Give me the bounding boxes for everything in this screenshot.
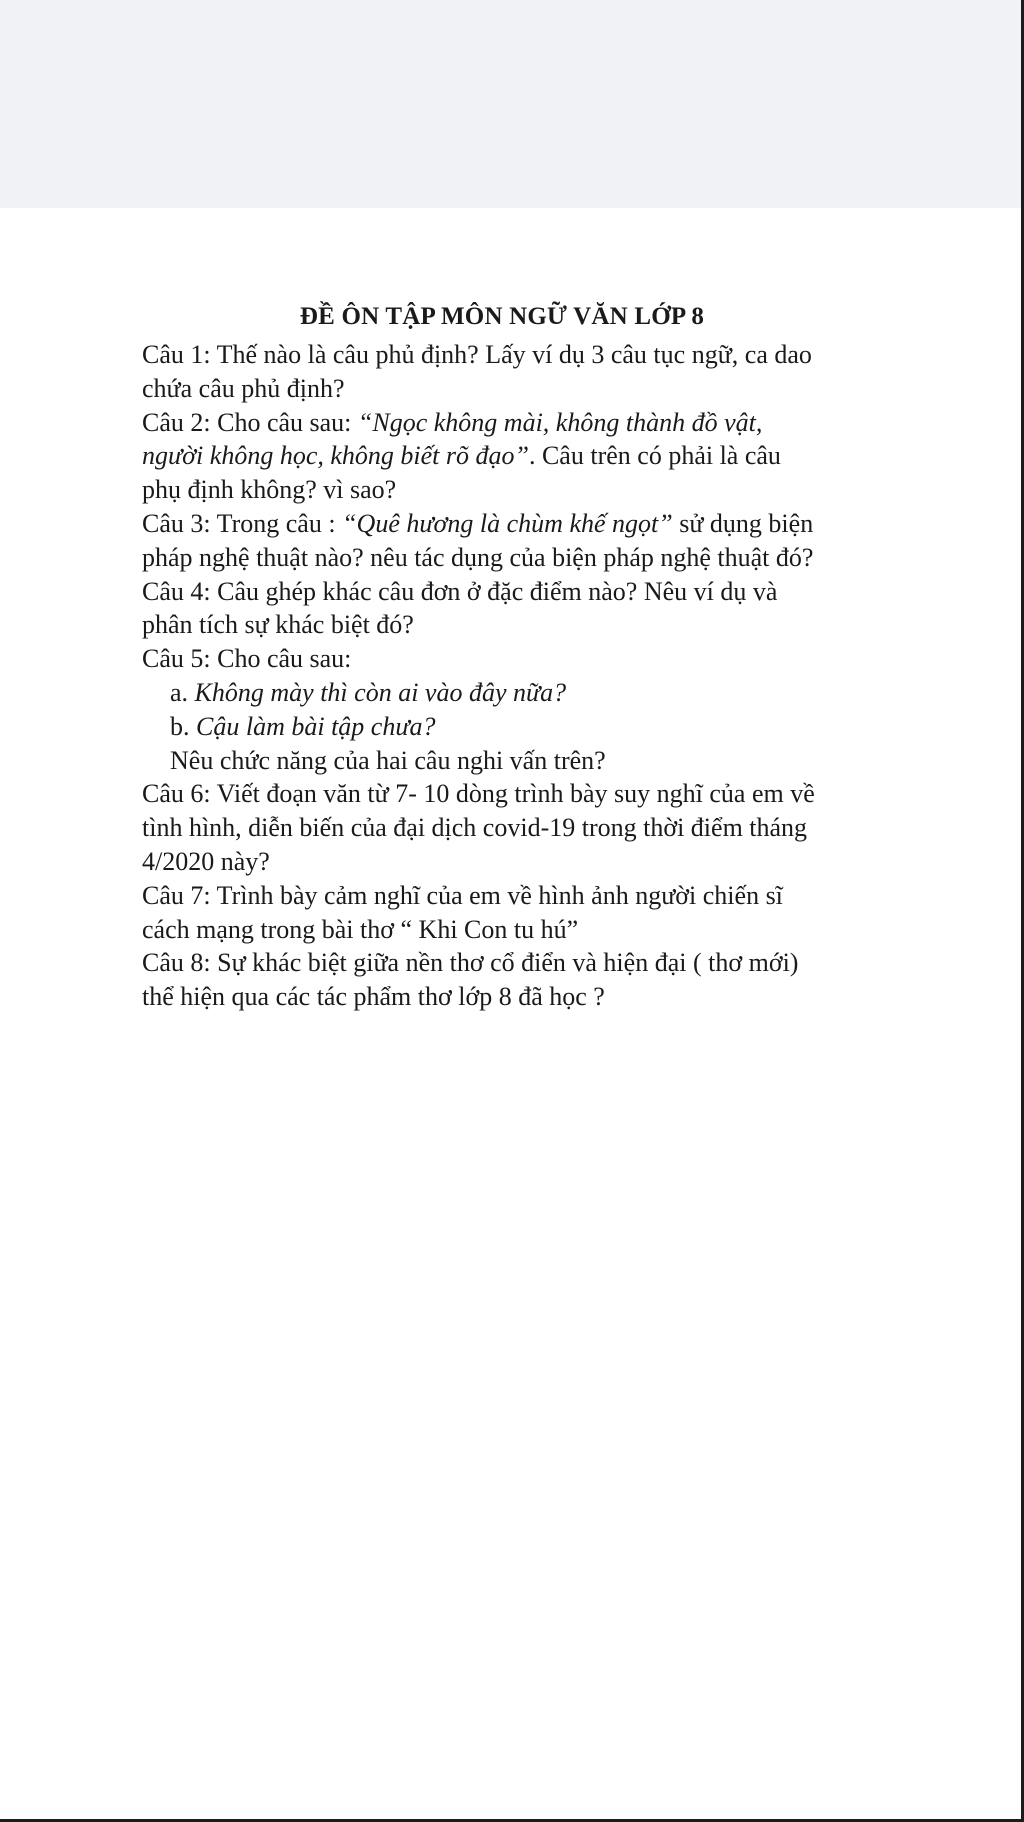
question-1-line-2: chứa câu phủ định?: [142, 373, 345, 403]
question-2-line-1: [142, 406, 942, 440]
item-a-marker: a.: [170, 677, 195, 707]
document-body: [142, 296, 942, 1014]
item-a-text: Không mày thì còn ai vào đây nữa?: [194, 677, 567, 707]
question-6-line-3: 4/2020 này?: [142, 846, 270, 876]
question-2-prefix: Câu 2: Cho câu sau:: [142, 407, 358, 437]
question-2-rest: . Câu trên có phải là câu: [528, 441, 781, 471]
question-6-line-1: Câu 6: Viết đoạn văn từ 7- 10 dòng trình bày suy nghĩ của em về: [142, 779, 815, 809]
question-5-item-b: [142, 710, 942, 744]
question-1-line-1: Câu 1: Thế nào là câu phủ định? Lấy ví dụ 3 câu tục ngữ, ca dao: [142, 340, 812, 369]
question-2-line-3: phụ định không? vì sao?: [142, 475, 397, 505]
question-2-line-2: [142, 439, 942, 473]
question-3-line-2: pháp nghệ thuật nào? nêu tác dụng của biện pháp nghệ thuật đó?: [142, 542, 814, 572]
question-5-line-1: Câu 5: Cho câu sau:: [142, 644, 352, 674]
question-3-rest: sử dụng biện: [672, 508, 814, 538]
question-5-item-a: [142, 676, 942, 710]
question-3-line-1: [142, 507, 942, 541]
item-b-marker: b.: [170, 711, 196, 741]
question-5-prompt: Nêu chức năng của hai câu nghi vấn trên?: [170, 745, 606, 775]
question-8-line-2: thể hiện qua các tác phẩm thơ lớp 8 đã học ?: [142, 982, 605, 1012]
document-title: ĐỀ ÔN TẬP MÔN NGỮ VĂN LỚP 8: [299, 303, 705, 330]
question-4-line-1: Câu 4: Câu ghép khác câu đơn ở đặc điểm nào? Nêu ví dụ và: [142, 576, 778, 606]
question-7-line-1: Câu 7: Trình bày cảm nghĩ của em về hình ảnh người chiến sĩ: [142, 880, 783, 910]
question-4-line-2: phân tích sự khác biệt đó?: [142, 610, 414, 640]
question-8-line-1: Câu 8: Sự khác biệt giữa nền thơ cổ điển và hiện đại ( thơ mới): [142, 948, 799, 978]
question-6-line-2: tình hình, diễn biến của đại dịch covid-19 trong thời điểm tháng: [142, 813, 808, 843]
top-gray-band: [0, 0, 1024, 208]
question-7-line-2: cách mạng trong bài thơ “ Khi Con tu hú”: [142, 914, 579, 944]
question-2-quote-part-2: người không học, không biết rõ đạo”: [142, 441, 529, 471]
question-3-quote: “Quê hương là chùm khế ngọt”: [342, 508, 673, 538]
question-3-prefix: Câu 3: Trong câu :: [142, 508, 343, 538]
question-2-quote-part-1: “Ngọc không mài, không thành đồ vật,: [357, 407, 763, 437]
item-b-text: Cậu làm bài tập chưa?: [196, 711, 436, 741]
